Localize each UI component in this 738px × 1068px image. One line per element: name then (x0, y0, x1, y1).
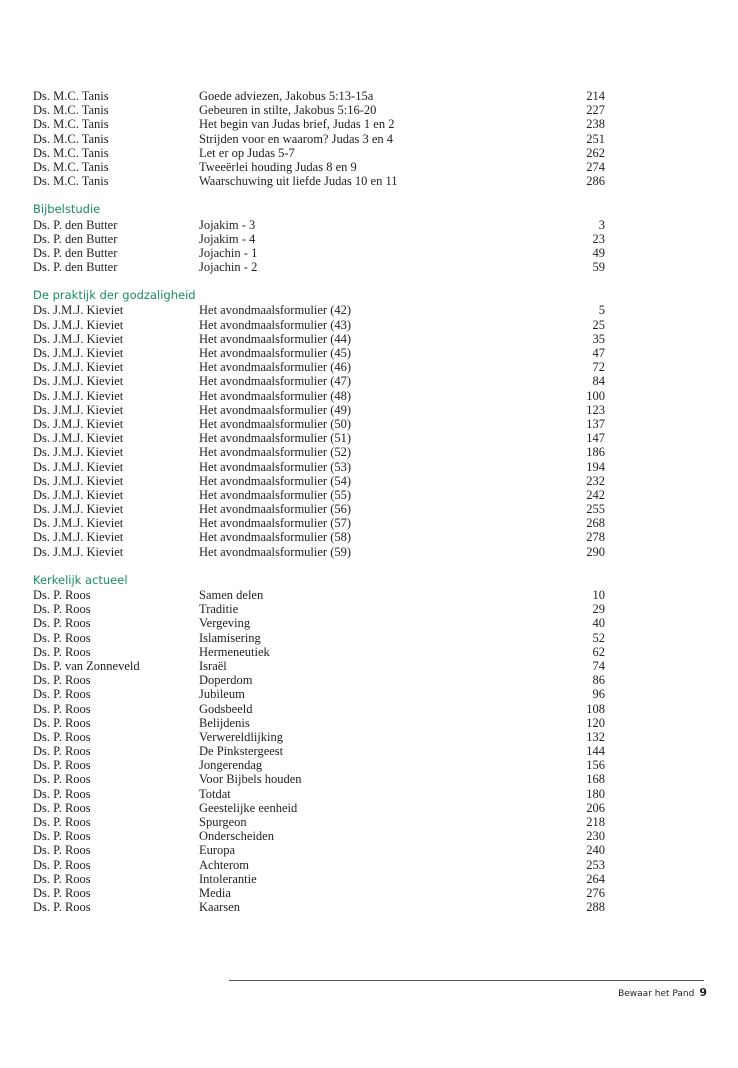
entry-author: Ds. J.M.J. Kieviet (33, 346, 124, 360)
entry-page-number: 49 (592, 245, 605, 260)
toc-entry (33, 460, 605, 474)
entry-author: Ds. P. Roos (33, 758, 91, 773)
entry-title: Traditie (199, 602, 239, 617)
entry-title: Jojakim - 3 (199, 217, 256, 232)
entry-author: Ds. P. Roos (33, 857, 91, 872)
toc-entry (33, 588, 605, 602)
section-heading: Bijbelstudie (33, 202, 101, 217)
entry-page-number: 206 (586, 800, 605, 815)
entry-author: Ds. M.C. Tanis (33, 103, 109, 118)
entry-page-number: 278 (586, 530, 605, 545)
entry-author: Ds. J.M.J. Kieviet (33, 402, 124, 417)
toc-entry (33, 474, 605, 488)
entry-title: Vergeving (199, 616, 251, 631)
entry-title: Het avondmaalsformulier (57) (199, 516, 352, 531)
entry-author: Ds. P. Roos (33, 729, 91, 744)
entry-title: Media (199, 885, 231, 900)
entry-author: Ds. P. Roos (33, 871, 91, 886)
entry-title: Jongerendag (199, 758, 263, 773)
toc-entry (33, 730, 605, 744)
entry-author: Ds. P. Roos (33, 687, 91, 702)
entry-title: Tweeërlei houding Judas 8 en 9 (199, 159, 357, 174)
toc-entry (33, 431, 605, 445)
entry-page-number: 268 (586, 516, 605, 531)
entry-page-number: 23 (592, 231, 605, 246)
entry-page-number: 52 (592, 630, 605, 645)
publication-title: Bewaar het Pand (618, 989, 695, 999)
entry-author: Ds. J.M.J. Kieviet (33, 445, 124, 460)
entry-page-number: 218 (586, 815, 605, 829)
entry-title: Het avondmaalsformulier (47) (199, 374, 352, 389)
entry-page-number: 264 (586, 871, 605, 886)
entry-author: Ds. P. Roos (33, 885, 91, 900)
entry-author: Ds. P. Roos (33, 772, 91, 787)
entry-author: Ds. J.M.J. Kieviet (33, 544, 124, 559)
toc-entry (33, 89, 605, 103)
entry-page-number: 194 (586, 459, 605, 474)
entry-author: Ds. P. Roos (33, 829, 91, 844)
entry-page-number: 255 (586, 502, 605, 517)
entry-title: Het avondmaalsformulier (43) (199, 317, 352, 332)
toc-entry (33, 174, 605, 188)
entry-author: Ds. P. Roos (33, 715, 91, 730)
entry-author: Ds. P. Roos (33, 701, 91, 716)
entry-page-number: 29 (592, 602, 605, 617)
entry-page-number: 123 (586, 402, 605, 417)
toc-entry (33, 488, 605, 502)
entry-author: Ds. M.C. Tanis (33, 89, 109, 103)
toc-section (33, 89, 605, 188)
entry-author: Ds. P. Roos (33, 644, 91, 659)
entry-page-number: 242 (586, 487, 605, 502)
entry-page-number: 180 (586, 786, 605, 801)
entry-title: Het avondmaalsformulier (48) (199, 388, 352, 403)
toc-entry (33, 232, 605, 246)
entry-title: Israël (199, 658, 227, 673)
toc-entry (33, 702, 605, 716)
toc-entry (33, 602, 605, 616)
entry-author: Ds. J.M.J. Kieviet (33, 431, 124, 446)
entry-page-number: 156 (586, 758, 605, 773)
entry-title: Goede adviezen, Jakobus 5:13-15a (199, 89, 374, 103)
entry-page-number: 10 (592, 588, 605, 602)
entry-author: Ds. M.C. Tanis (33, 117, 109, 132)
toc-entry (33, 787, 605, 801)
toc-entry (33, 631, 605, 645)
toc-entry (33, 801, 605, 815)
toc-entry (33, 872, 605, 886)
entry-page-number: 288 (586, 900, 605, 915)
entry-author: Ds. J.M.J. Kieviet (33, 416, 124, 431)
toc-entry (33, 772, 605, 786)
entry-page-number: 40 (592, 616, 605, 631)
toc-entry (33, 815, 605, 829)
entry-title: Samen delen (199, 588, 264, 602)
toc-entry (33, 673, 605, 687)
entry-page-number: 59 (592, 260, 605, 275)
toc-entry (33, 332, 605, 346)
entry-page-number: 3 (598, 217, 605, 232)
entry-page-number: 240 (586, 843, 605, 858)
entry-page-number: 47 (592, 346, 605, 360)
entry-title: Geestelijke eenheid (199, 800, 298, 815)
entry-title: Achterom (199, 857, 249, 872)
entry-author: Ds. P. Roos (33, 630, 91, 645)
entry-page-number: 251 (586, 131, 605, 146)
entry-title: Het avondmaalsformulier (52) (199, 445, 352, 460)
entry-title: Totdat (199, 786, 231, 801)
entry-title: Onderscheiden (199, 829, 274, 844)
entry-title: Het avondmaalsformulier (56) (199, 502, 352, 517)
entry-title: Het avondmaalsformulier (51) (199, 431, 352, 446)
entry-title: Het avondmaalsformulier (50) (199, 416, 352, 431)
toc-entry (33, 758, 605, 772)
entry-page-number: 214 (586, 89, 605, 103)
toc-entry (33, 218, 605, 232)
toc-entry (33, 502, 605, 516)
entry-author: Ds. P. den Butter (33, 245, 118, 260)
toc-entry (33, 389, 605, 403)
entry-author: Ds. M.C. Tanis (33, 131, 109, 146)
entry-title: Jojachin - 1 (199, 245, 258, 260)
entry-title: Het avondmaalsformulier (59) (199, 544, 352, 559)
entry-author: Ds. J.M.J. Kieviet (33, 331, 124, 346)
entry-title: Het avondmaalsformulier (54) (199, 473, 352, 488)
entry-author: Ds. P. Roos (33, 673, 91, 688)
toc-entry (33, 403, 605, 417)
entry-author: Ds. J.M.J. Kieviet (33, 530, 124, 545)
entry-title: Voor Bijbels houden (199, 772, 302, 787)
entry-page-number: 62 (592, 644, 605, 659)
entry-title: Het avondmaalsformulier (42) (199, 303, 352, 318)
entry-page-number: 72 (592, 360, 605, 375)
entry-page-number: 262 (586, 145, 605, 160)
entry-author: Ds. P. Roos (33, 744, 91, 759)
toc-entry (33, 103, 605, 117)
entry-author: Ds. P. Roos (33, 602, 91, 617)
entry-page-number: 232 (586, 473, 605, 488)
toc-entry (33, 659, 605, 673)
entry-page-number: 25 (592, 317, 605, 332)
entry-author: Ds. J.M.J. Kieviet (33, 473, 124, 488)
toc-entry (33, 545, 605, 559)
entry-title: Doperdom (199, 673, 253, 688)
entry-title: Europa (199, 843, 236, 858)
toc-entry (33, 687, 605, 701)
entry-page-number: 227 (586, 103, 605, 118)
entry-author: Ds. P. Roos (33, 786, 91, 801)
entry-page-number: 100 (586, 388, 605, 403)
entry-author: Ds. P. Roos (33, 616, 91, 631)
entry-title: Belijdenis (199, 715, 250, 730)
toc-entry (33, 886, 605, 900)
entry-author: Ds. P. den Butter (33, 260, 118, 275)
entry-title: Hermeneutiek (199, 644, 270, 659)
toc-entry (33, 716, 605, 730)
entry-author: Ds. J.M.J. Kieviet (33, 516, 124, 531)
toc-entry (33, 829, 605, 843)
entry-author: Ds. P. den Butter (33, 217, 118, 232)
entry-author: Ds. J.M.J. Kieviet (33, 303, 124, 318)
entry-author: Ds. P. den Butter (33, 231, 118, 246)
toc-entry (33, 900, 605, 914)
toc-entry (33, 374, 605, 388)
entry-title: Kaarsen (199, 900, 240, 915)
toc-entry (33, 303, 605, 317)
page-number: 9 (699, 986, 707, 999)
entry-title: Het avondmaalsformulier (46) (199, 360, 352, 375)
toc-section (33, 573, 605, 915)
entry-title: Het avondmaalsformulier (49) (199, 402, 352, 417)
entry-title: Het avondmaalsformulier (45) (199, 346, 352, 360)
toc-section (33, 202, 605, 274)
toc-entry (33, 744, 605, 758)
entry-author: Ds. M.C. Tanis (33, 145, 109, 160)
entry-author: Ds. J.M.J. Kieviet (33, 487, 124, 502)
entry-page-number: 274 (586, 159, 605, 174)
entry-page-number: 230 (586, 829, 605, 844)
entry-page-number: 144 (586, 744, 605, 759)
entry-author: Ds. J.M.J. Kieviet (33, 374, 124, 389)
entry-title: Het avondmaalsformulier (53) (199, 459, 352, 474)
toc-entry (33, 516, 605, 530)
entry-page-number: 168 (586, 772, 605, 787)
page-footer (618, 986, 707, 999)
entry-title: Jojachin - 2 (199, 260, 258, 275)
entry-title: Verwereldlijking (199, 729, 284, 744)
entry-page-number: 238 (586, 117, 605, 132)
entry-page-number: 120 (586, 715, 605, 730)
entry-title: Waarschuwing uit liefde Judas 10 en 11 (199, 174, 398, 189)
toc-entry (33, 858, 605, 872)
entry-page-number: 132 (586, 729, 605, 744)
entry-page-number: 35 (592, 331, 605, 346)
entry-title: Het begin van Judas brief, Judas 1 en 2 (199, 117, 395, 132)
entry-author: Ds. P. Roos (33, 800, 91, 815)
toc-entry (33, 146, 605, 160)
entry-page-number: 253 (586, 857, 605, 872)
entry-page-number: 137 (586, 416, 605, 431)
table-of-contents (33, 89, 605, 928)
toc-entry (33, 160, 605, 174)
entry-page-number: 74 (592, 658, 605, 673)
toc-entry (33, 445, 605, 459)
entry-page-number: 290 (586, 544, 605, 559)
entry-title: Het avondmaalsformulier (55) (199, 487, 352, 502)
entry-title: Jubileum (199, 687, 245, 702)
toc-entry (33, 616, 605, 630)
entry-author: Ds. P. Roos (33, 815, 91, 829)
entry-title: De Pinkstergeest (199, 744, 284, 759)
section-heading: De praktijk der godzaligheid (33, 288, 196, 303)
entry-author: Ds. M.C. Tanis (33, 159, 109, 174)
entry-author: Ds. P. Roos (33, 900, 91, 915)
toc-entry (33, 132, 605, 146)
entry-title: Strijden voor en waarom? Judas 3 en 4 (199, 131, 394, 146)
footer-rule (229, 980, 704, 981)
entry-page-number: 96 (592, 687, 605, 702)
entry-author: Ds. M.C. Tanis (33, 174, 109, 189)
entry-title: Islamisering (199, 630, 261, 645)
entry-author: Ds. P. van Zonneveld (33, 658, 140, 673)
entry-title: Het avondmaalsformulier (58) (199, 530, 352, 545)
toc-section (33, 288, 605, 559)
entry-author: Ds. J.M.J. Kieviet (33, 317, 124, 332)
toc-entry (33, 346, 605, 360)
entry-title: Let er op Judas 5-7 (199, 145, 295, 160)
entry-page-number: 276 (586, 885, 605, 900)
entry-author: Ds. J.M.J. Kieviet (33, 459, 124, 474)
entry-author: Ds. J.M.J. Kieviet (33, 388, 124, 403)
entry-title: Jojakim - 4 (199, 231, 256, 246)
toc-entry (33, 360, 605, 374)
entry-page-number: 286 (586, 174, 605, 189)
entry-page-number: 5 (598, 303, 605, 318)
entry-page-number: 84 (592, 374, 605, 389)
toc-entry (33, 260, 605, 274)
entry-title: Intolerantie (199, 871, 257, 886)
entry-title: Gebeuren in stilte, Jakobus 5:16-20 (199, 103, 377, 118)
entry-page-number: 86 (592, 673, 605, 688)
entry-page-number: 108 (586, 701, 605, 716)
entry-page-number: 186 (586, 445, 605, 460)
entry-author: Ds. P. Roos (33, 588, 91, 602)
entry-author: Ds. J.M.J. Kieviet (33, 502, 124, 517)
toc-entry (33, 318, 605, 332)
toc-entry (33, 645, 605, 659)
toc-entry (33, 117, 605, 131)
entry-title: Godsbeeld (199, 701, 253, 716)
toc-entry (33, 843, 605, 857)
entry-title: Spurgeon (199, 815, 247, 829)
section-heading: Kerkelijk actueel (33, 572, 128, 587)
toc-entry (33, 530, 605, 544)
entry-page-number: 147 (586, 431, 605, 446)
entry-author: Ds. P. Roos (33, 843, 91, 858)
entry-title: Het avondmaalsformulier (44) (199, 331, 352, 346)
toc-entry (33, 417, 605, 431)
toc-entry (33, 246, 605, 260)
entry-author: Ds. J.M.J. Kieviet (33, 360, 124, 375)
